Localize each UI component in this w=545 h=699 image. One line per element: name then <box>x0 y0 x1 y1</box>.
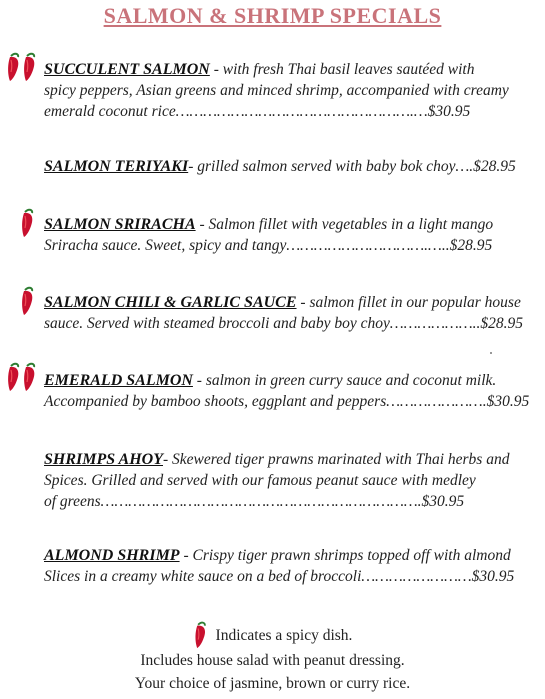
menu-item: SUCCULENT SALMON - with fresh Thai basil leaves sautéed with spicy peppers, Asian greens and minced shrimp, accompanied with creamy emerald coconut rice…………………………………………….…$30.95 <box>44 61 509 120</box>
menu-item: SALMON SRIRACHA - Salmon fillet with vegetables in a light mango Sriracha sauce. Sweet, spicy and tangy………………………….…..$28.95 <box>44 216 494 254</box>
chili-pepper-icon <box>22 362 37 392</box>
spicy-legend-text: Indicates a spicy dish. <box>215 626 353 644</box>
menu-item-name: EMERALD SALMON <box>44 372 193 389</box>
speck-mark <box>490 352 492 354</box>
menu-item-description: Crispy tiger prawn shrimps topped off with almond Slices in a creamy white sauce on a bed of broccoli……………………$30.95 <box>44 547 515 585</box>
chili-pepper-icon <box>193 621 208 649</box>
menu-item: SALMON TERIYAKI- grilled salmon served with baby bok choy….$28.95 <box>44 158 516 175</box>
chili-pepper-icon <box>6 52 21 82</box>
chili-pepper-icon <box>6 362 21 392</box>
menu-item-name: SUCCULENT SALMON <box>44 61 210 78</box>
menu-footer <box>0 621 545 695</box>
menu-item-description: salmon fillet in our popular house sauce. Served with steamed broccoli and baby boy choy………………..$28.95 <box>44 294 523 332</box>
menu-item-description: with fresh Thai basil leaves sautéed with spicy peppers, Asian greens and minced shrimp, accompanied with creamy emerald coconut rice…………………………………………….…$30.95 <box>44 61 509 120</box>
menu-item-name: ALMOND SHRIMP <box>44 547 180 564</box>
rice-note: Your choice of jasmine, brown or curry rice. <box>134 675 411 692</box>
menu-item-description: salmon in green curry sauce and coconut milk. Accompanied by bamboo shoots, eggplant and peppers………………….$30.95 <box>44 372 530 410</box>
menu-item-name: SALMON TERIYAKI <box>44 158 189 175</box>
chili-pepper-icon <box>20 208 35 238</box>
menu-item: SHRIMPS AHOY- Skewered tiger prawns marinated with Thai herbs and Spices. Grilled and served with our famous peanut sauce with medley of greens…………………………………………………………….$30.95 <box>44 451 510 510</box>
spice-indicator <box>6 52 37 82</box>
spice-indicator <box>6 362 37 392</box>
menu-item-name: SALMON SRIRACHA <box>44 216 196 233</box>
menu-item-description: grilled salmon served with baby bok choy….$28.95 <box>197 158 516 175</box>
menu-item-name: SHRIMPS AHOY <box>44 451 163 468</box>
menu-item-description: Skewered tiger prawns marinated with Thai herbs and Spices. Grilled and served with our famous peanut sauce with medley of greens…………………………………………………………….$30.95 <box>44 451 510 510</box>
menu-item: SALMON CHILI & GARLIC SAUCE - salmon fillet in our popular house sauce. Served with steamed broccoli and baby boy choy………………..$28.95 <box>44 294 523 332</box>
menu-title: SALMON & SHRIMP SPECIALS <box>103 3 442 28</box>
menu-item-name: SALMON CHILI & GARLIC SAUCE <box>44 294 297 311</box>
menu-item: EMERALD SALMON - salmon in green curry sauce and coconut milk. Accompanied by bamboo shoots, eggplant and peppers………………….$30.95 <box>44 372 530 410</box>
chili-pepper-icon <box>22 52 37 82</box>
salad-note: Includes house salad with peanut dressing. <box>140 652 405 669</box>
spice-indicator <box>20 208 35 238</box>
menu-item: ALMOND SHRIMP - Crispy tiger prawn shrimps topped off with almond Slices in a creamy white sauce on a bed of broccoli……………………$30.95 <box>44 547 515 585</box>
chili-pepper-icon <box>20 286 35 316</box>
menu-item-description: Salmon fillet with vegetables in a light mango Sriracha sauce. Sweet, spicy and tangy………………………….…..$28.95 <box>44 216 494 254</box>
spice-indicator <box>20 286 35 316</box>
spicy-legend <box>0 621 545 649</box>
